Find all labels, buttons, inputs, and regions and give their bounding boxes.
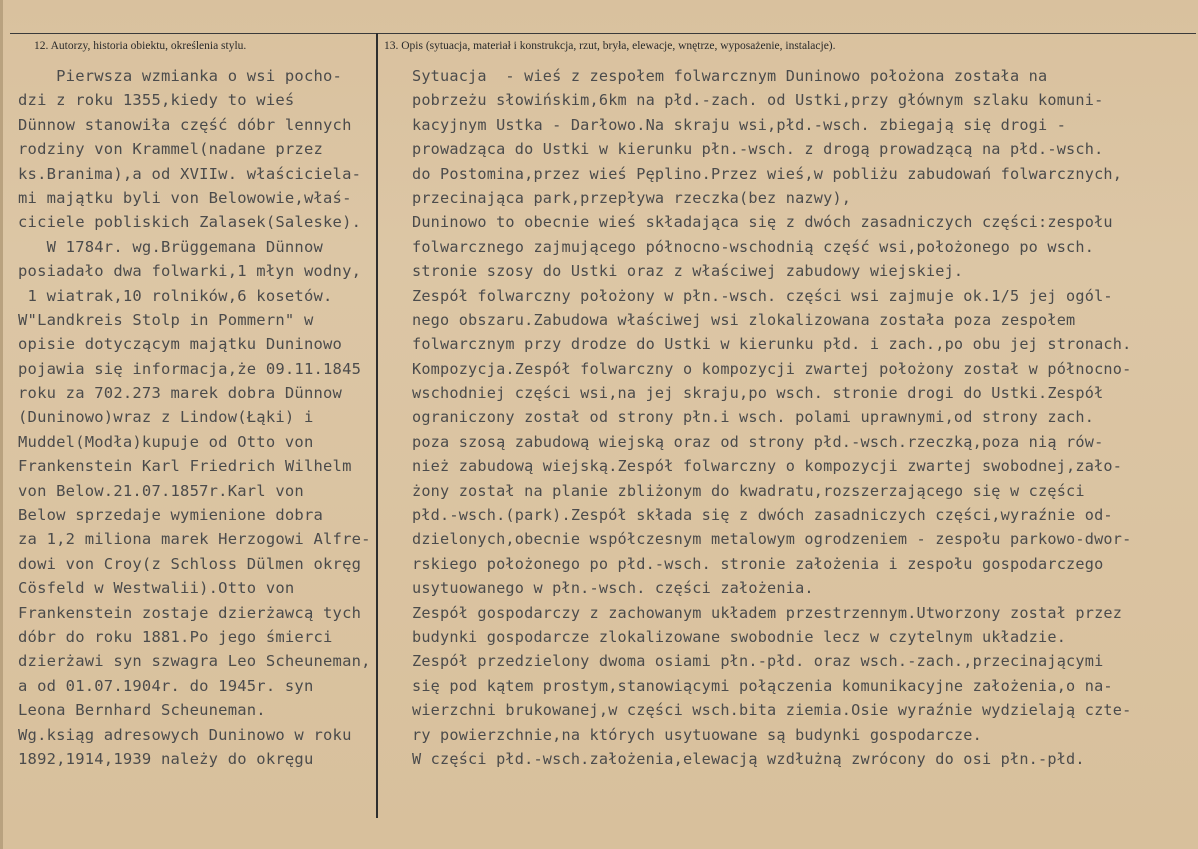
text-line: przecinająca park,przepływa rzeczka(bez nazwy), [412, 188, 852, 207]
text-line: dzierżawi syn szwagra Leo Scheuneman, [18, 652, 371, 671]
text-line: Dünnow stanowiła część dóbr lennych [18, 115, 352, 134]
text-line: Sytuacja - wieś z zespołem folwarcznym Duninowo położona została na [412, 67, 1048, 85]
text-line: opisie dotyczącym majątku Duninowo [18, 335, 343, 354]
text-line: roku za 702.273 marek dobra Dünnow [18, 384, 343, 403]
text-line: folwarcznym przy drodze do Ustki w kierunku płd. i zach.,po obu jej stronach. [412, 335, 1132, 354]
header-rule [10, 33, 1196, 34]
text-line: za 1,2 miliona marek Herzogowi Alfre- [18, 530, 371, 549]
text-line: Frankenstein Karl Friedrich Wilhelm [18, 457, 352, 476]
text-line: płd.-wsch.(park).Zespół składa się z dwóch zasadniczych części,wyraźnie od- [412, 506, 1113, 525]
text-line: Frankenstein zostaje dzierżawcą tych [18, 603, 362, 622]
text-line: nież zabudową wiejską.Zespół folwarczny o kompozycji zwartej swobodnej,zało- [412, 457, 1123, 476]
history-text [18, 64, 378, 771]
text-line: się pod kątem prostym,stanowiącymi połączenia komunikacyjne założenia,o na- [412, 676, 1113, 695]
section-12-header: 12. Autorzy, historia obiektu, określenia stylu. [34, 40, 247, 52]
text-line: dóbr do roku 1881.Po jego śmierci [18, 627, 333, 646]
text-line: Zespół przedzielony dwoma osiami płn.-płd. oraz wsch.-zach.,przecinającymi [412, 652, 1104, 671]
text-line: pobrzeżu słowińskim,6km na płd.-zach. od Ustki,przy głównym szlaku komuni- [412, 91, 1104, 110]
text-line: nego obszaru.Zabudowa właściwej wsi zlokalizowana została poza zespołem [412, 310, 1076, 329]
text-line: Pierwsza wzmianka o wsi pocho- [18, 67, 343, 85]
text-line: a od 01.07.1904r. do 1945r. syn [18, 676, 314, 695]
text-line: folwarcznego zajmującego północno-wschodnią część wsi,położonego po wsch. [412, 237, 1095, 256]
text-line: dowi von Croy(z Schloss Dülmen okręg [18, 554, 362, 573]
text-line: ks.Branima),a od XVIIw. właściciela- [18, 164, 362, 183]
text-line: Below sprzedaje wymienione dobra [18, 506, 324, 525]
text-line: (Duninowo)wraz z Lindow(Łąki) i [18, 408, 314, 427]
text-line: Cösfeld w Westwalii).Otto von [18, 579, 295, 598]
text-line: W"Landkreis Stolp in Pommern" w [18, 310, 314, 329]
text-line: wschodniej części wsi,na jej skraju,po wsch. stronie drogi do Ustki.Zespół [412, 384, 1104, 403]
text-line: ciciele pobliskich Zalasek(Saleske). [18, 213, 362, 232]
text-line: ry powierzchnie,na których usytuowane są budynki gospodarcze. [412, 725, 982, 744]
text-line: Zespół folwarczny położony w płn.-wsch. części wsi zajmuje ok.1/5 jej ogól- [412, 286, 1113, 305]
text-line: von Below.21.07.1857r.Karl von [18, 481, 304, 500]
section-13-header: 13. Opis (sytuacja, materiał i konstrukcja, rzut, bryła, elewacje, wnętrze, wyposażenie, instalacje). [384, 40, 836, 52]
description-text [412, 64, 1192, 771]
text-line: Wg.ksiąg adresowych Duninowo w roku [18, 725, 352, 744]
text-line: W 1784r. wg.Brüggemana Dünnow [18, 237, 324, 256]
text-line: ograniczony został od strony płn.i wsch. polami uprawnymi,od strony zach. [412, 408, 1095, 427]
text-line: posiadało dwa folwarki,1 młyn wodny, [18, 262, 362, 281]
text-line: kacyjnym Ustka - Darłowo.Na skraju wsi,płd.-wsch. zbiegają się drogi - [412, 115, 1067, 134]
text-line: Leona Bernhard Scheuneman. [18, 701, 266, 720]
text-line: budynki gospodarcze zlokalizowane swobodnie lecz w czytelnym układzie. [412, 627, 1067, 646]
text-line: prowadząca do Ustki w kierunku płn.-wsch. z drogą prowadzącą na płd.-wsch. [412, 140, 1104, 159]
text-line: pojawia się informacja,że 09.11.1845 [18, 359, 362, 378]
text-line: 1892,1914,1939 należy do okręgu [18, 749, 314, 768]
card-edge [0, 0, 3, 849]
text-line: rodziny von Krammel(nadane przez [18, 140, 324, 159]
text-line: mi majątku byli von Belowowie,właś- [18, 188, 352, 207]
text-line: poza szosą zabudową wiejską oraz od strony płd.-wsch.rzeczką,poza nią rów- [412, 432, 1104, 451]
text-line: usytuowanego w płn.-wsch. części założenia. [412, 579, 814, 598]
text-line: rskiego położonego po płd.-wsch. stronie założenia i zespołu gospodarczego [412, 554, 1104, 573]
text-line: dzi z roku 1355,kiedy to wieś [18, 91, 295, 110]
text-line: do Postomina,przez wieś Pęplino.Przez wieś,w pobliżu zabudowań folwarcznych, [412, 164, 1123, 183]
text-line: Muddel(Modła)kupuje od Otto von [18, 432, 314, 451]
text-line: Duninowo to obecnie wieś składająca się z dwóch zasadniczych części:zespołu [412, 213, 1113, 232]
text-line: żony został na planie zbliżonym do kwadratu,rozszerzającego się w części [412, 481, 1085, 500]
text-line: wierzchni brukowanej,w części wsch.bita ziemia.Osie wyraźnie wydzielają czte- [412, 701, 1132, 720]
text-line: W części płd.-wsch.założenia,elewacją wzdłużną zwrócony do osi płn.-płd. [412, 749, 1085, 768]
text-line: Kompozycja.Zespół folwarczny o kompozycji zwartej położony został w północno- [412, 359, 1132, 378]
text-line: dzielonych,obecnie współczesnym metalowym ogrodzeniem - zespołu parkowo-dwor- [412, 530, 1132, 549]
text-line: stronie szosy do Ustki oraz z właściwej zabudowy wiejskiej. [412, 262, 964, 281]
text-line: Zespół gospodarczy z zachowanym układem przestrzennym.Utworzony został przez [412, 603, 1123, 622]
text-line: 1 wiatrak,10 rolników,6 kosetów. [18, 286, 333, 305]
